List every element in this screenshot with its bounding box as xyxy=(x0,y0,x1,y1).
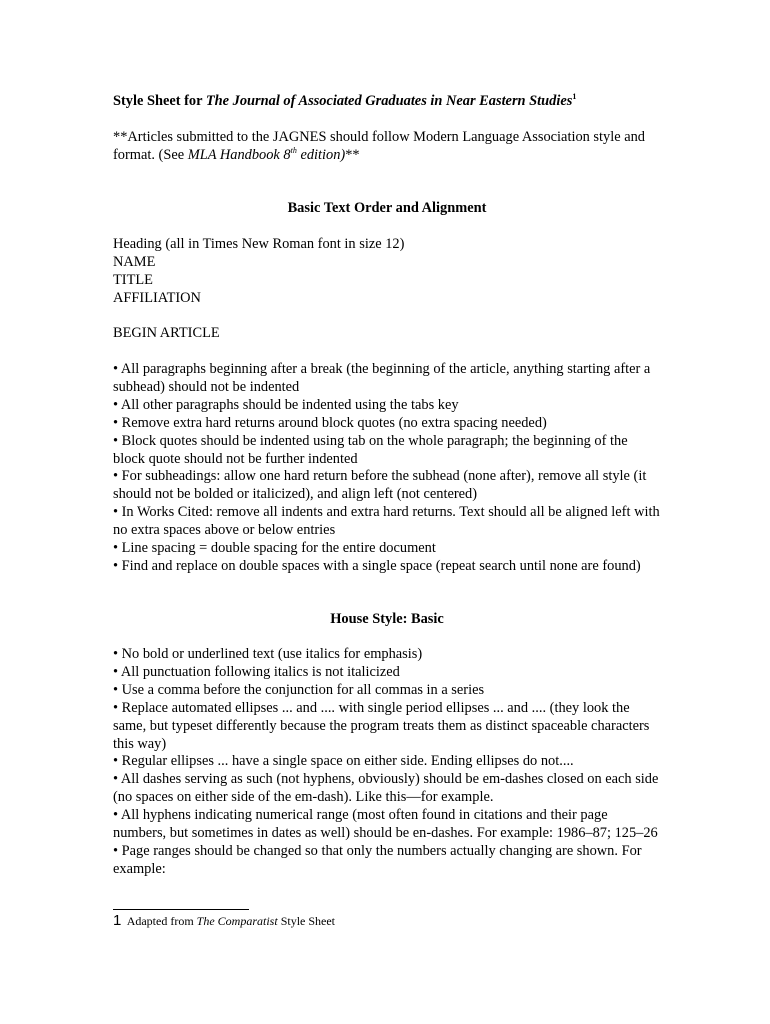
heading-line: AFFILIATION xyxy=(113,289,201,306)
intro-paragraph xyxy=(113,129,661,165)
footnote-number: 1 xyxy=(113,912,122,929)
list-item: • All paragraphs beginning after a break (the beginning of the article, anything starting after a subhead) should not be indented xyxy=(113,361,651,395)
list-item: • All punctuation following italics is not italicized xyxy=(113,663,400,680)
list-item: • All hyphens indicating numerical range (most often found in citations and their page numbers, but sometimes in dates as well) should be en-dashes. For example: 1986–87; 125–26 xyxy=(113,807,658,842)
list-item: • All other paragraphs should be indented using the tabs key xyxy=(113,396,459,413)
list-item: • Remove extra hard returns around block quotes (no extra spacing needed) xyxy=(113,414,547,431)
list-item: • No bold or underlined text (use italics for emphasis) xyxy=(113,646,423,662)
intro-text-end: ** xyxy=(345,146,360,163)
text-order-rules-list xyxy=(113,361,661,576)
intro-text: **Articles submitted to the JAGNES should follow Modern Language Association style and format. (See xyxy=(113,129,645,163)
heading-line: Heading (all in Times New Roman font in size 12) xyxy=(113,236,405,252)
list-item: • Replace automated ellipses ... and .... with single period ellipses ... and .... (they look the same, but typeset differently because the program treats them as distinct spaceable characters this way) xyxy=(113,699,650,752)
list-item: • All dashes serving as such (not hyphens, obviously) should be em-dashes closed on each side (no spaces on either side of the em-dash). Like this—for example. xyxy=(113,771,659,806)
handbook-title xyxy=(188,147,345,163)
begin-article-label: BEGIN ARTICLE xyxy=(113,325,220,341)
list-item: • For subheadings: allow one hard return before the subhead (none after), remove all style (it should not be bolded or italicized), and align left (not centered) xyxy=(113,468,647,503)
heading-line: NAME xyxy=(113,253,156,270)
footnote-text-end: Style Sheet xyxy=(277,914,336,928)
section-heading-text-order: Basic Text Order and Alignment xyxy=(287,200,487,216)
document-title xyxy=(113,93,661,111)
journal-name: The Journal of Associated Graduates in Near Eastern Studies xyxy=(205,93,573,109)
footnote-reference: 1 xyxy=(572,92,577,101)
heading-line: TITLE xyxy=(113,271,153,288)
handbook-edition: edition) xyxy=(296,146,346,163)
section-heading-house-style: House Style: Basic xyxy=(330,611,444,627)
list-item: • Block quotes should be indented using tab on the whole paragraph; the beginning of the block quote should not be further indented xyxy=(113,432,628,467)
list-item: • Regular ellipses ... have a single space on either side. Ending ellipses do not.... xyxy=(113,753,574,770)
footnote-text: Adapted from xyxy=(126,914,197,928)
footnote xyxy=(113,913,335,929)
list-item: • Line spacing = double spacing for the entire document xyxy=(113,540,436,557)
house-style-rules-list xyxy=(113,646,661,879)
list-item: • Use a comma before the conjunction for all commas in a series xyxy=(113,681,485,698)
handbook-superscript: th xyxy=(290,145,297,155)
footnote-source: The Comparatist xyxy=(196,914,278,928)
list-item: • In Works Cited: remove all indents and extra hard returns. Text should all be aligned left with no extra spaces above or below entries xyxy=(113,504,660,539)
title-prefix: Style Sheet for xyxy=(113,93,206,109)
list-item: • Page ranges should be changed so that only the numbers actually changing are shown. For example: xyxy=(113,842,642,877)
list-item: • Find and replace on double spaces with a single space (repeat search until none are found) xyxy=(113,557,641,574)
footnote-separator xyxy=(113,909,249,910)
heading-instructions xyxy=(113,236,661,308)
handbook-name: MLA Handbook 8 xyxy=(187,146,291,163)
